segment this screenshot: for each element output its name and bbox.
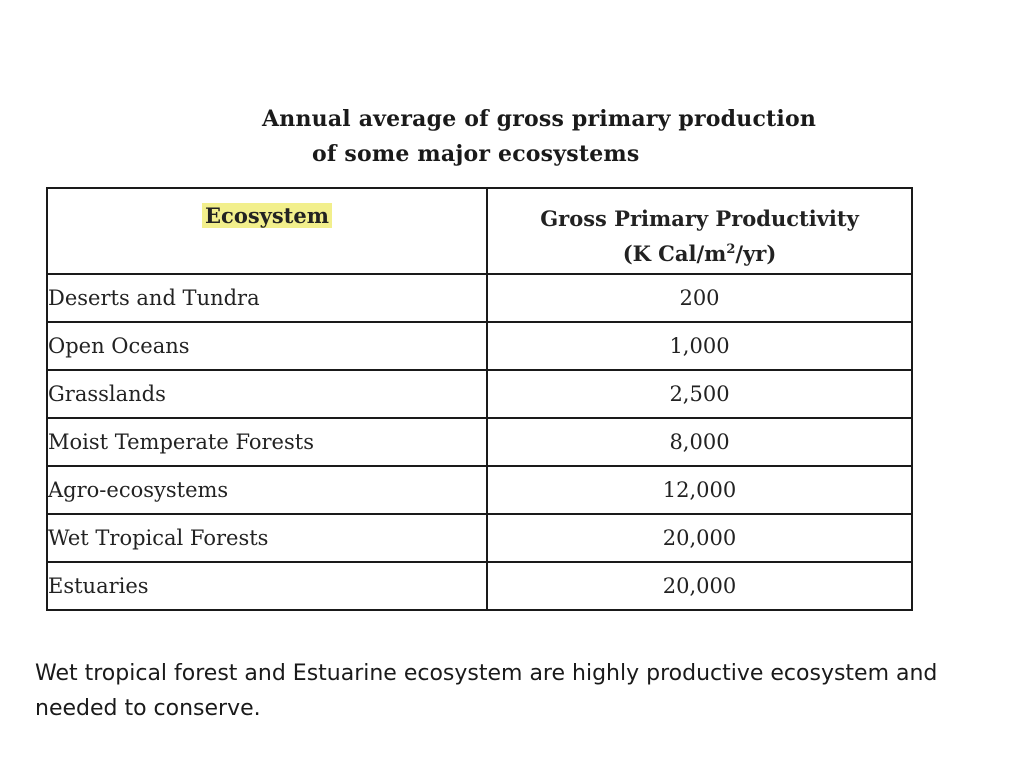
ecosystem-header-label: Ecosystem (202, 203, 332, 228)
ecosystem-cell: Agro-ecosystems (47, 466, 487, 514)
figure-title-line-1: Annual average of gross primary production (262, 106, 817, 132)
caption-text: Wet tropical forest and Estuarine ecosystem are highly productive ecosystem and needed to conserve. (35, 661, 938, 721)
table-row (47, 466, 912, 514)
table-row (47, 514, 912, 562)
gpp-value-cell: 20,000 (487, 562, 912, 610)
gpp-value-cell: 20,000 (487, 514, 912, 562)
productivity-table (46, 187, 913, 611)
table-header-row (47, 188, 912, 274)
table-row (47, 322, 912, 370)
gpp-value-cell: 2,500 (487, 370, 912, 418)
figure-title (262, 102, 816, 172)
ecosystem-cell: Moist Temperate Forests (47, 418, 487, 466)
gpp-value-cell: 8,000 (487, 418, 912, 466)
table-row (47, 562, 912, 610)
figure-title-line-2: of some major ecosystems (312, 141, 640, 167)
ecosystem-column-header (47, 188, 487, 274)
gpp-unit-suffix: /yr) (735, 241, 777, 266)
gpp-header-unit (623, 241, 777, 266)
gpp-column-header (487, 188, 912, 274)
ecosystem-cell: Deserts and Tundra (47, 274, 487, 322)
ecosystem-cell: Open Oceans (47, 322, 487, 370)
gpp-value-cell: 12,000 (487, 466, 912, 514)
gpp-value-cell: 1,000 (487, 322, 912, 370)
ecosystem-cell: Estuaries (47, 562, 487, 610)
gpp-value-cell: 200 (487, 274, 912, 322)
ecosystem-cell: Wet Tropical Forests (47, 514, 487, 562)
gpp-unit-superscript: 2 (726, 242, 736, 257)
gpp-unit-prefix: (K Cal/m (622, 241, 727, 266)
ecosystem-cell: Grasslands (47, 370, 487, 418)
gpp-header-label: Gross Primary Productivity (540, 206, 859, 231)
table-row (47, 274, 912, 322)
table-row (47, 418, 912, 466)
table-row (47, 370, 912, 418)
